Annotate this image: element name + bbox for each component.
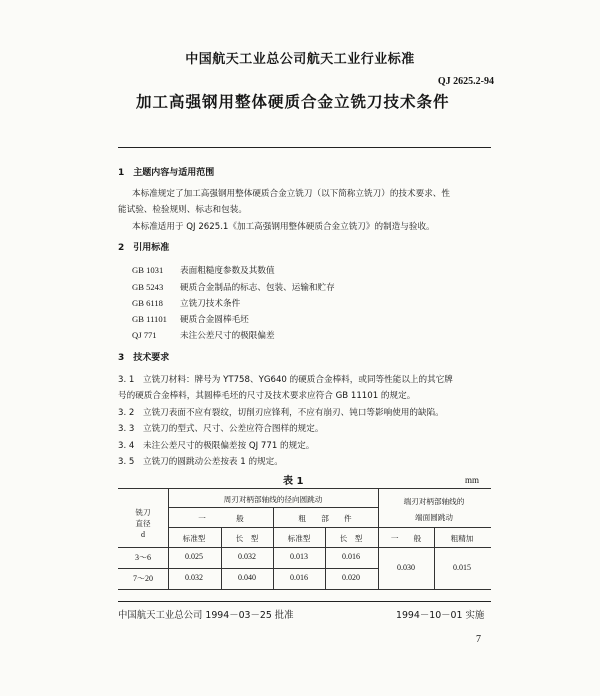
footer-approved: 中国航天工业总公司 1994－03－25 批准 [118, 610, 294, 621]
clause-3-5: 3. 5 立铣刀的圆跳动公差按表 1 的规定。 [118, 457, 283, 467]
clause-3-4: 3. 4 未注公差尺寸的极限偏差按 QJ 771 的规定。 [118, 441, 315, 451]
clause-3-3: 3. 3 立铣刀的型式、尺寸、公差应符合图样的规定。 [118, 424, 324, 434]
section-1-para-1-line-1: 本标准规定了加工高强钢用整体硬质合金立铣刀（以下简称立铣刀）的技术要求、性 [132, 189, 450, 199]
standard-title: 硬质合金制品的标志、包装、运输和贮存 [180, 283, 335, 293]
table-line [118, 488, 491, 489]
table-line [378, 488, 379, 589]
table-line [118, 547, 491, 548]
clause-3-1-line-2: 号的硬质合金棒料，其圆棒毛坯的尺寸及技术要求应符合 GB 11101 的规定。 [118, 391, 416, 401]
column-header: 长 型 [339, 534, 363, 543]
table-unit: mm [465, 475, 480, 485]
table-cell: 0.025 [185, 552, 203, 561]
section-3-heading: 3 技术要求 [118, 353, 170, 363]
table-line [273, 507, 274, 589]
standard-code: GB 11101 [132, 314, 167, 324]
section-1-para-2: 本标准适用于 QJ 2625.1《加工高强钢用整体硬质合金立铣刀》的制造与验收。 [132, 222, 435, 232]
table-cell-merged: 0.015 [453, 563, 471, 572]
section-2-heading: 2 引用标准 [118, 243, 170, 253]
standard-code: QJ 771 [132, 330, 157, 340]
table-cell: 0.032 [185, 573, 203, 582]
table-line [118, 589, 491, 590]
table-cell: 0.016 [290, 573, 308, 582]
section-1-heading: 1 主题内容与适用范围 [118, 168, 215, 178]
group-b-header-line-2: 端面圆跳动 [415, 513, 453, 522]
column-header: 长 型 [235, 534, 259, 543]
column-header: 标准型 [287, 534, 311, 543]
stub-header-line-3: d [141, 530, 145, 539]
table-cell: 0.016 [342, 552, 360, 561]
standard-title: 未注公差尺寸的极限偏差 [180, 331, 275, 341]
table-caption: 表 1 [283, 476, 304, 487]
table-cell-merged: 0.030 [397, 563, 415, 572]
table-line [168, 488, 169, 589]
group-b-header-line-1: 端刃对柄部轴线的 [403, 497, 465, 506]
stub-header-line-1: 铣刀 [135, 508, 151, 517]
table-line [118, 568, 378, 569]
footer-implemented: 1994－10－01 实施 [396, 610, 485, 621]
column-header: 标准型 [182, 534, 206, 543]
section-1-para-1-line-2: 能试验、检验规则、标志和包装。 [118, 205, 247, 215]
table-cell: 0.013 [290, 552, 308, 561]
doc-number: QJ 2625.2-94 [437, 76, 494, 87]
subheader-a2: 粗 部 件 [298, 514, 352, 523]
table-line [221, 527, 222, 589]
standard-code: GB 1031 [132, 265, 164, 275]
table-line [434, 527, 435, 589]
subheader-a1: 一 般 [198, 514, 244, 523]
standard-code: GB 5243 [132, 282, 164, 292]
document-title: 加工高强钢用整体硬质合金立铣刀技术条件 [136, 93, 450, 111]
group-a-header: 周刃对柄部轴线的径向圆跳动 [223, 495, 323, 504]
table-cell: 0.040 [238, 573, 256, 582]
table-cell: 0.032 [238, 552, 256, 561]
subheader-b1: 一 般 [390, 534, 422, 543]
page-number: 7 [476, 634, 481, 645]
clause-3-2: 3. 2 立铣刀表面不应有裂纹，切削刃应锋利，不应有崩刃、钝口等影响使用的缺陷。 [118, 408, 444, 418]
subheader-b2: 粗精加 [450, 534, 474, 543]
table-line [168, 527, 491, 528]
standard-code: GB 6118 [132, 298, 163, 308]
footer-rule [118, 601, 491, 602]
stub-header-line-2: 直径 [135, 519, 151, 528]
standard-title: 硬质合金圆棒毛坯 [180, 315, 249, 325]
clause-3-1-line-1: 3. 1 立铣刀材料：牌号为 YT758、YG640 的硬质合金棒料，或同等性能以上的其它牌 [118, 375, 453, 385]
table-line [325, 527, 326, 589]
organization-header: 中国航天工业总公司航天工业行业标准 [185, 52, 415, 67]
table-cell-diameter: 3～6 [135, 553, 151, 562]
standard-title: 表面粗糙度参数及其数值 [180, 266, 275, 276]
standard-title: 立铣刀技术条件 [180, 299, 241, 309]
table-cell-diameter: 7～20 [133, 574, 153, 583]
table-cell: 0.020 [342, 573, 360, 582]
